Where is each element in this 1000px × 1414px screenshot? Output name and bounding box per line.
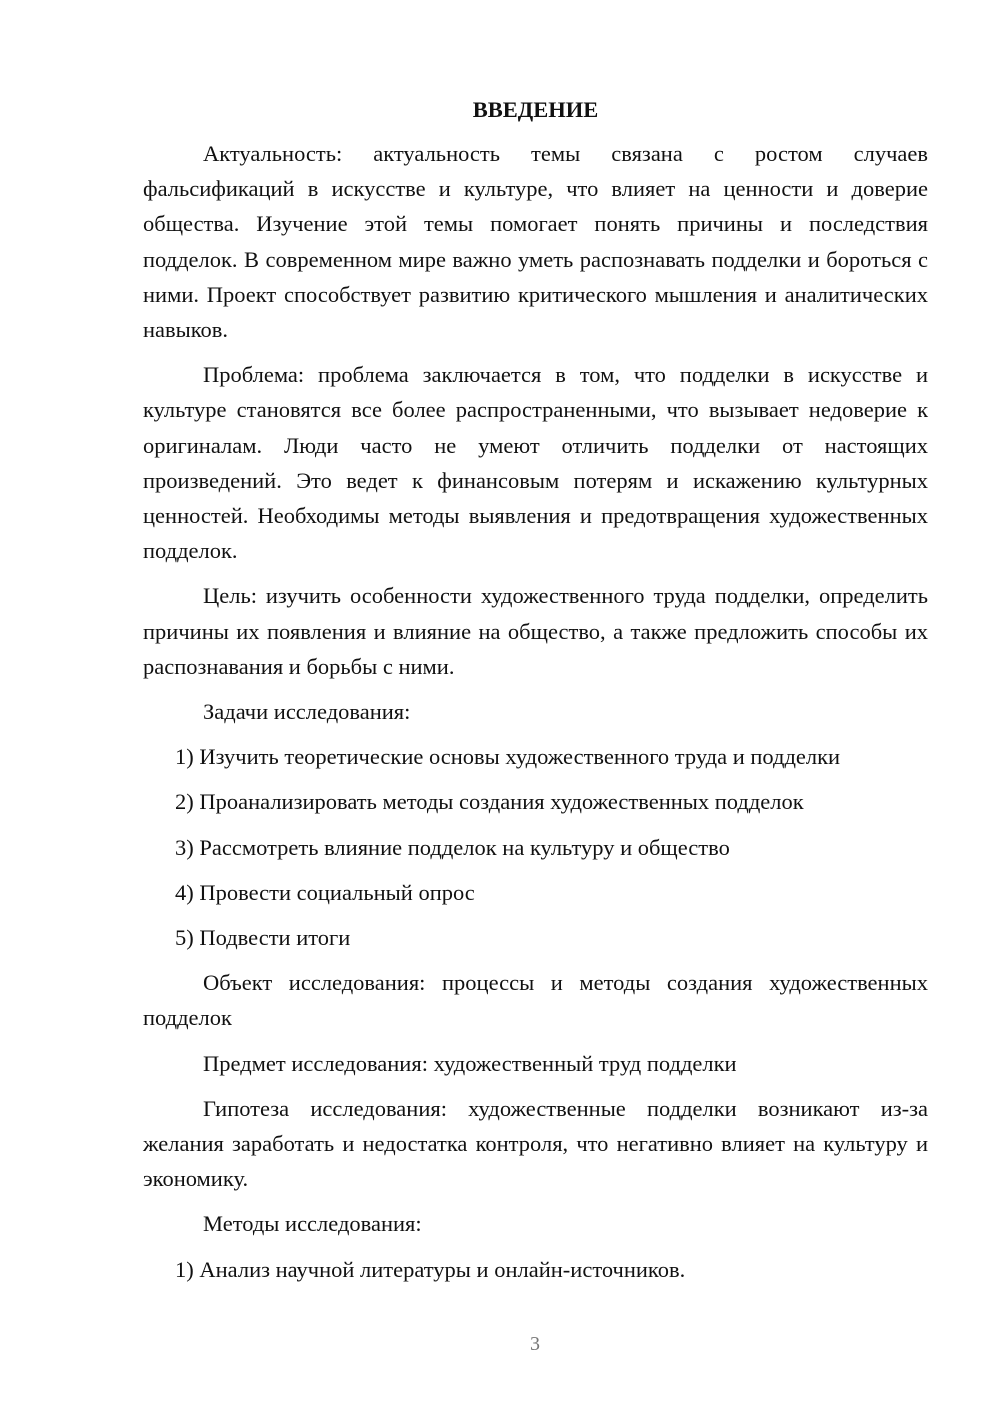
- paragraph-problem: Проблема: проблема заключается в том, что подделки в искусстве и культуре становятся все более распространенными, что вызывает недоверие к оригиналам. Люди часто не умеют отличить подделки от настоящих произведений. Это ведет к финансовым потерям и искажению культурных ценностей. Необходимы методы выявления и предотвращения художественных подделок.: [143, 362, 928, 564]
- paragraph-hypothesis: Гипотеза исследования: художественные подделки возникают из-за желания заработать и недостатка контроля, что негативно влияет на культуру и экономику.: [143, 1095, 928, 1192]
- list-item: 2) Проанализировать методы создания художественных подделок: [175, 789, 804, 815]
- list-item: 1) Изучить теоретические основы художественного труда и подделки: [175, 744, 841, 770]
- paragraph-relevance: Актуальность: актуальность темы связана с ростом случаев фальсификаций в искусстве и культуре, что влияет на ценности и доверие общества. Изучение этой темы помогает понять причины и последствия подделок. В современном мире важно уметь распознавать подделки и бороться с ними. Проект способствует развитию критического мышления и аналитических навыков.: [143, 141, 928, 343]
- list-item: 3) Рассмотреть влияние подделок на культуру и общество: [175, 834, 730, 860]
- page-number: 3: [530, 1333, 540, 1355]
- paragraph-goal: Цель: изучить особенности художественного труда подделки, определить причины их появления и влияние на общество, а также предложить способы их распознавания и борьбы с ними.: [143, 583, 928, 679]
- paragraph-object: Объект исследования: процессы и методы создания художественных подделок: [143, 970, 928, 1031]
- paragraph-subject: Предмет исследования: художественный труд подделки: [203, 1050, 737, 1076]
- methods-heading: Методы исследования:: [203, 1211, 422, 1237]
- list-item: 1) Анализ научной литературы и онлайн-источников.: [175, 1256, 686, 1282]
- list-item: 5) Подвести итоги: [175, 925, 351, 951]
- section-title: ВВЕДЕНИЕ: [472, 97, 599, 122]
- tasks-list: [143, 739, 928, 955]
- document-page: [143, 92, 928, 1297]
- tasks-heading: Задачи исследования:: [203, 699, 411, 725]
- list-item: 4) Провести социальный опрос: [175, 879, 475, 905]
- methods-list: [143, 1252, 928, 1287]
